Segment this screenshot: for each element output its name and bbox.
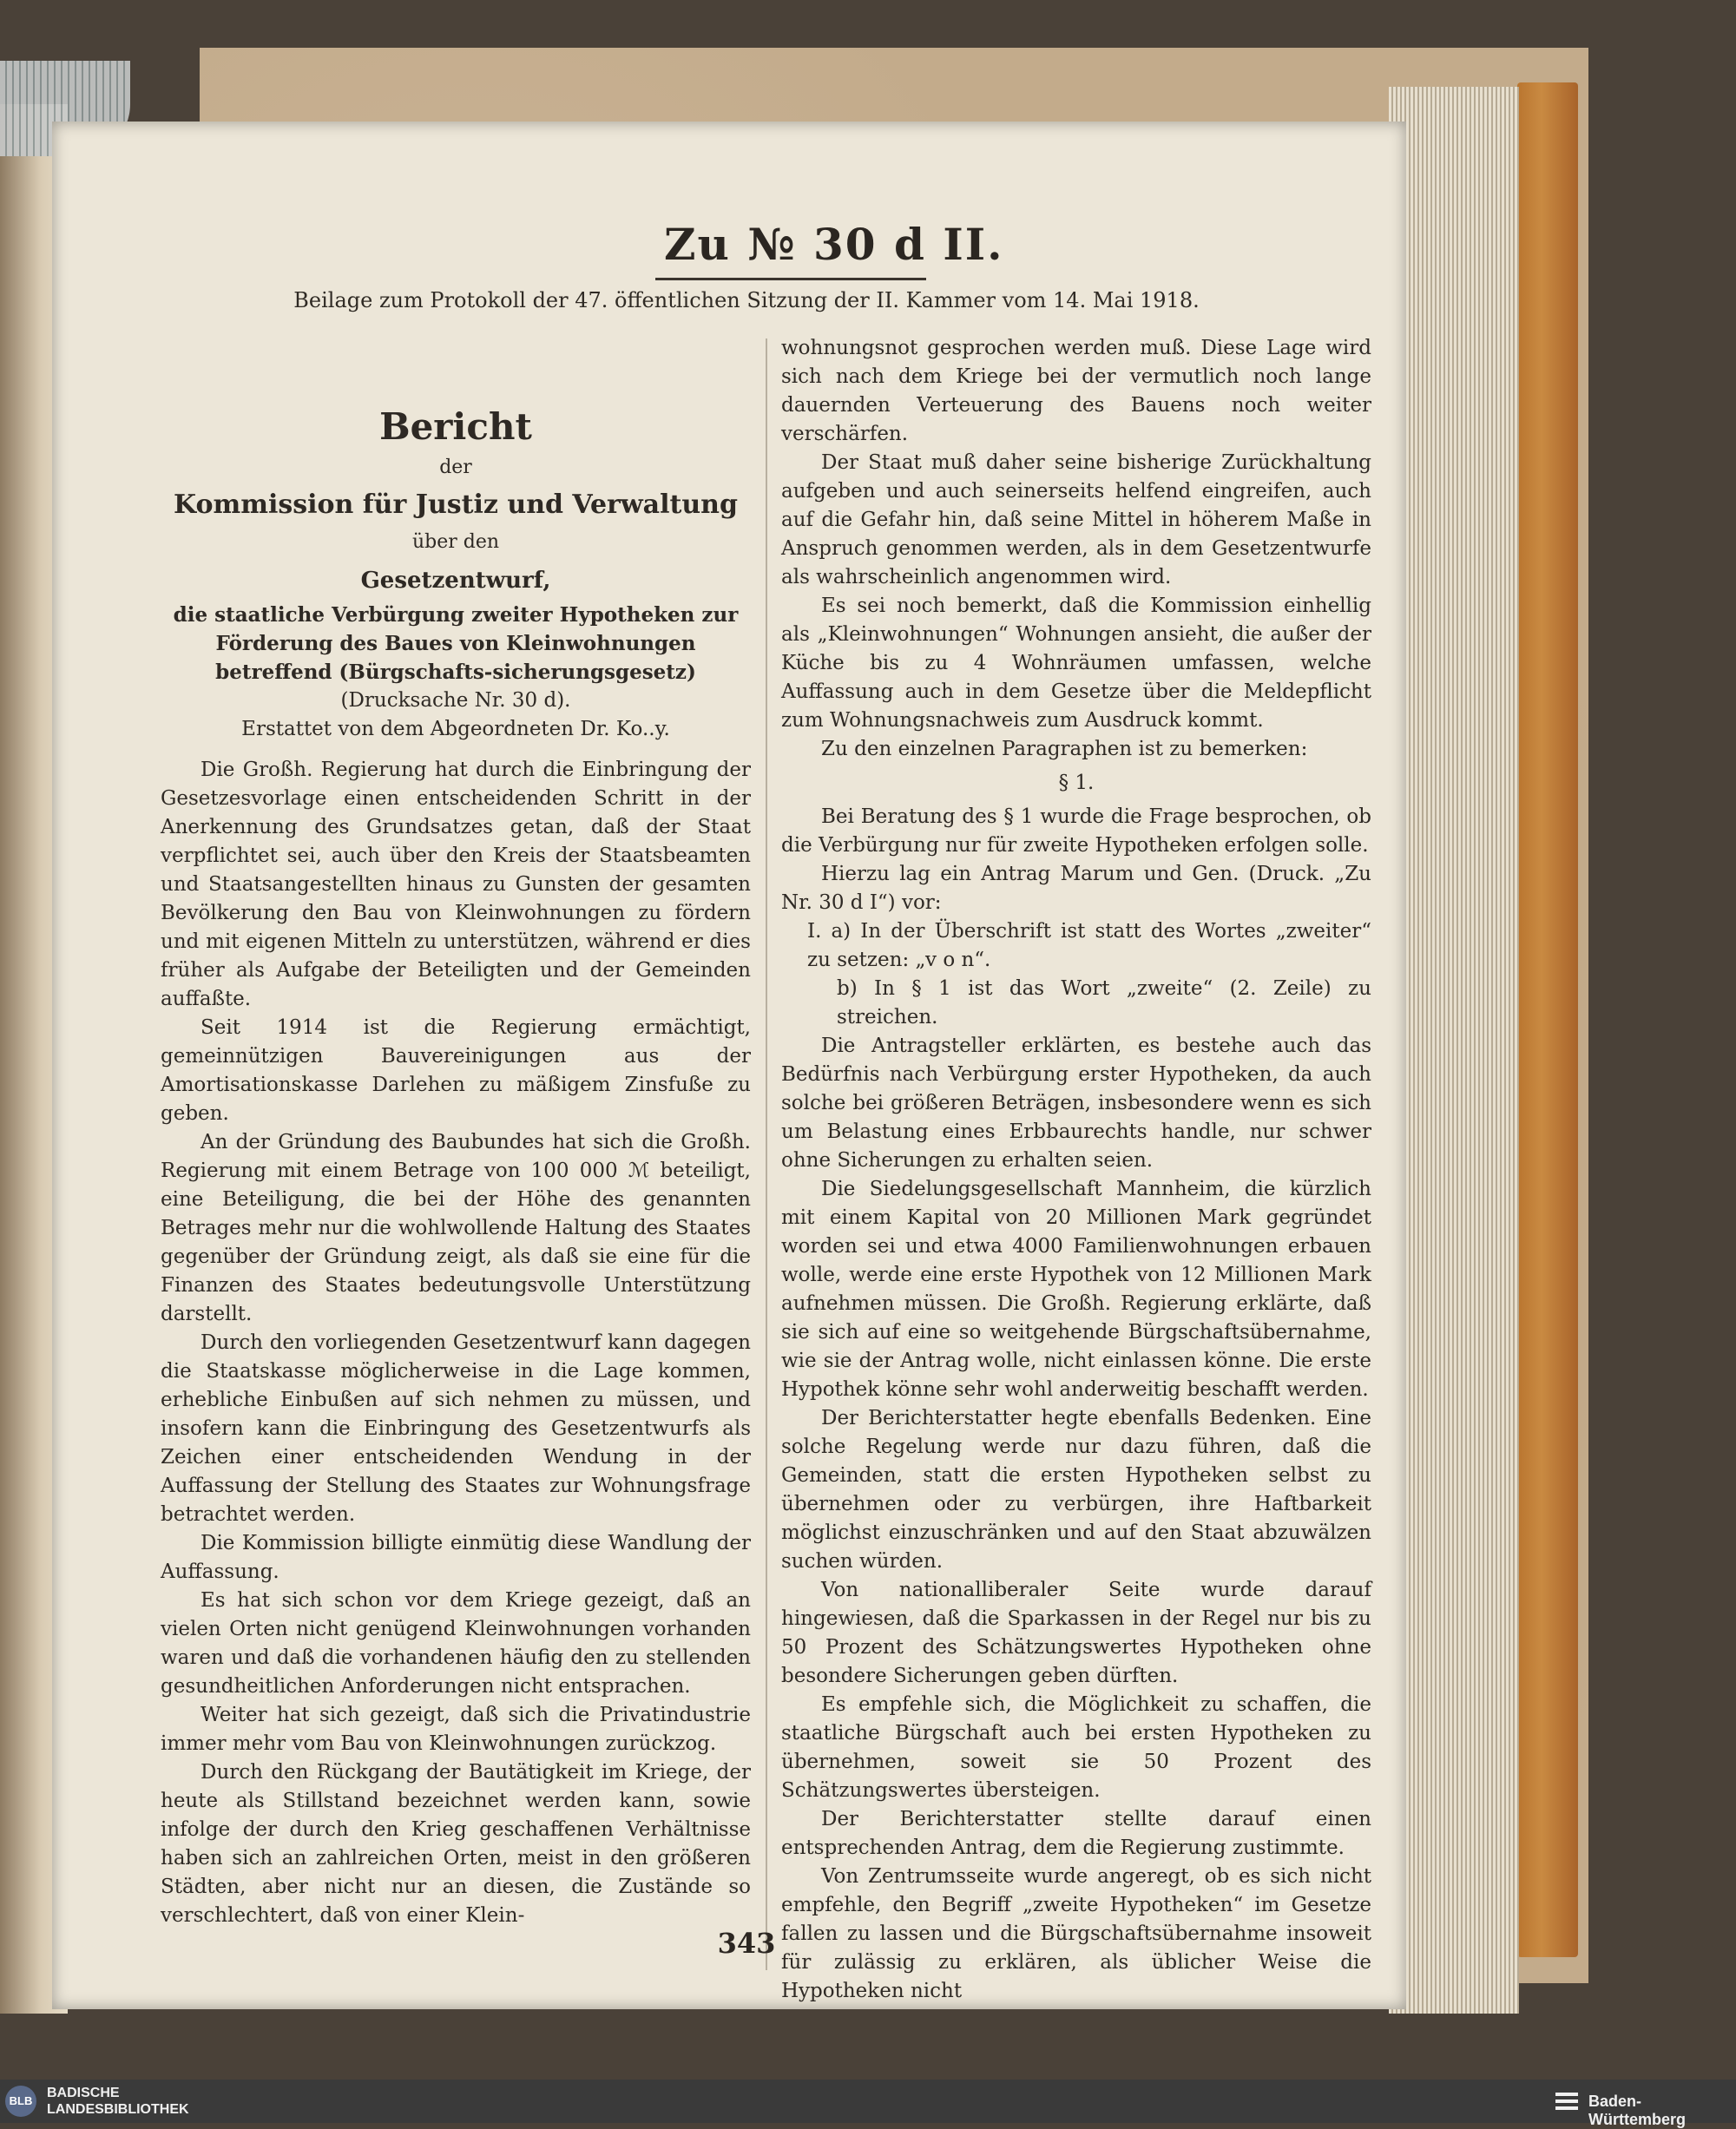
right-paragraph: Bei Beratung des § 1 wurde die Frage besprochen, ob die Verbürgung nur für zweite Hypotheken erfolgen solle.: [781, 805, 1371, 857]
motion-item-b: b) In § 1 ist das Wort „zweite“ (2. Zeile) zu streichen.: [837, 977, 1371, 1028]
left-paragraph: Die Kommission billigte einmütig diese Wandlung der Auffassung.: [161, 1532, 751, 1583]
left-paragraph: An der Gründung des Baubundes hat sich die Großh. Regierung mit einem Betrage von 100 000 ℳ beteiligt, eine Beteiligung, die bei der Höhe des genannten Betrages mehr nur die wohlwollende Haltung des Staates gegenüber der Gründung zeigt, als daß sie eine für die Finanzen des Staates bedeutungsvolle Unterstützung darstellt.: [161, 1131, 751, 1325]
right-paragraph: wohnungsnot gesprochen werden muß. Diese Lage wird sich nach dem Kriege bei der vermutlich noch lange dauernden Verteuerung des Bauens noch weiter verschärfen.: [781, 337, 1371, 445]
state-label[interactable]: Baden-Württemberg: [1588, 2093, 1686, 2128]
heading-ueber: über den: [411, 531, 500, 553]
blb-logo-icon[interactable]: BLB: [5, 2086, 36, 2117]
gesetz-heading: Gesetzentwurf,: [360, 568, 551, 594]
motion-item-a: I. a) In der Überschrift ist statt des Wortes „zweiter“ zu setzen: „v o n“.: [807, 920, 1371, 971]
right-paragraph: Von nationalliberaler Seite wurde darauf hingewiesen, daß die Sparkassen in der Regel nur bis zu 50 Prozent des Schätzungswertes Hypotheken ohne besondere Sicherungen geben dürften.: [781, 1579, 1371, 1687]
right-paragraph: Die Antragsteller erklärten, es bestehe auch das Bedürfnis nach Verbürgung erster Hypotheken, da auch solche bei größeren Beträgen, insbesondere wenn es sich um Belastung eines Erbbaurechts handle, nur schwer ohne Sicherungen zu erhalten seien.: [781, 1035, 1371, 1172]
document-title: Zu № 30 d II.: [664, 219, 1004, 270]
right-paragraph: Hierzu lag ein Antrag Marum und Gen. (Druck. „Zu Nr. 30 d I“) vor:: [781, 863, 1371, 914]
title-underline: [655, 278, 926, 280]
page-number: 343: [717, 1927, 776, 1960]
drucksache: (Drucksache Nr. 30 d).: [340, 689, 571, 712]
right-paragraph: Der Berichterstatter stellte darauf einen entsprechenden Antrag, dem die Regierung zustimmte.: [781, 1808, 1371, 1859]
library-name-line1: BADISCHE: [47, 2086, 120, 2100]
page-edges: [1389, 87, 1519, 2014]
right-column: [781, 334, 1371, 2006]
left-paragraph: Es hat sich schon vor dem Kriege gezeigt, daß an vielen Orten nicht genügend Kleinwohnungen vorhanden waren und daß die vorhandenen häufig den zu stellenden gesundheitlichen Anforderungen nicht entsprachen.: [161, 1589, 751, 1698]
document-subtitle: Beilage zum Protokoll der 47. öffentlichen Sitzung der II. Kammer vom 14. Mai 1918.: [293, 288, 1200, 312]
commission-name: Kommission für Justiz und Verwaltung: [174, 490, 738, 520]
library-name-line2: LANDESBIBLIOTHEK: [47, 2102, 189, 2117]
gesetz-description: die staatliche Verbürgung zweiter Hypotheken zur Förderung des Baues von Kleinwohnungen betreffend (Bürgschafts-sicherungsgesetz): [173, 603, 739, 684]
left-paragraph: Die Großh. Regierung hat durch die Einbringung der Gesetzesvorlage einen entscheidenden Schritt in der Anerkennung des Grundsatzes getan, daß der Staat verpflichtet sei, auch über den Kreis der Staatsbeamten und Staatsangestellten hinaus zu Gunsten der gesamten Bevölkerung den Bau von Kleinwohnungen zu fördern und mit eigenen Mitteln zu unterstützen, während er dies früher als Aufgabe der Beteiligten und der Gemeinden auffaßte.: [161, 759, 751, 1010]
right-paragraph: Es empfehle sich, die Möglichkeit zu schaffen, die staatliche Bürgschaft auch bei ersten Hypotheken zu übernehmen, soweit sie 50 Prozent des Schätzungswertes übersteigen.: [781, 1693, 1371, 1802]
erstattet-line: Erstattet von dem Abgeordneten Dr. Ko..y.: [241, 718, 670, 740]
baden-wuerttemberg-crest-icon[interactable]: [1554, 2089, 1580, 2113]
right-paragraph: Von Zentrumsseite wurde angeregt, ob es sich nicht empfehle, den Begriff „zweite Hypotheken“ im Gesetze fallen zu lassen und die Bürgschaftsübernahme insoweit für zulässig zu erklären, als üblicher Weise die Hypotheken nicht: [781, 1865, 1371, 2002]
left-column: [161, 343, 751, 1930]
right-paragraph: Die Siedelungsgesellschaft Mannheim, die kürzlich mit einem Kapital von 20 Millionen Mark gegründet worden sei und etwa 4000 Familienwohnungen erbauen wolle, werde eine erste Hypothek von 12 Millionen Mark aufnehmen müssen. Die Großh. Regierung erklärte, daß sie sich auf eine so weitgehende Bürgschaftsübernahme, wie sie der Antrag wolle, nicht einlassen könne. Die erste Hypothek könne sehr wohl anderweitig beschafft werden.: [781, 1178, 1371, 1401]
viewer-footer: [0, 2080, 1736, 2128]
left-paragraph: Durch den vorliegenden Gesetzentwurf kann dagegen die Staatskasse möglicherweise in die Lage kommen, erhebliche Einbußen auf sich nehmen zu müssen, und insofern kann die Einbringung des Gesetzentwurfs als Zeichen einer entscheidenden Wendung in der Auffassung der Stellung des Staates zur Wohnungsfrage betrachtet werden.: [161, 1331, 751, 1526]
left-paragraph: Durch den Rückgang der Bautätigkeit im Kriege, der heute als Stillstand bezeichnet werden kann, sowie infolge der durch den Krieg geschaffenen Verhältnisse haben sich an zahlreichen Orten, meist in den größeren Städten, aber nicht nur an diesen, die Zustände so verschlechtert, daß von einer Klein-: [161, 1761, 751, 1927]
left-paragraph: Weiter hat sich gezeigt, daß sich die Privatindustrie immer mehr vom Bau von Kleinwohnungen zurückzog.: [161, 1704, 751, 1755]
right-paragraph: Zu den einzelnen Paragraphen ist zu bemerken:: [821, 738, 1308, 760]
right-paragraph: Der Staat muß daher seine bisherige Zurückhaltung aufgeben und auch seinerseits helfend eingreifen, auch auf die Gefahr hin, daß seine Mittel in höherem Maße in Anspruch genommen werden, als in dem Gesetzentwurfe als wahrscheinlich angenommen wird.: [781, 451, 1371, 588]
library-name[interactable]: [47, 2085, 189, 2118]
page-content: [135, 122, 1371, 2009]
heading-der: der: [439, 457, 472, 478]
section-heading: § 1.: [1058, 772, 1095, 794]
document-page: [52, 122, 1406, 2009]
right-paragraph: Es sei noch bemerkt, daß die Kommission einhellig als „Kleinwohnungen“ Wohnungen ansieht, die außer der Küche bis zu 4 Wohnräumen umfassen, welche Auffassung auch in dem Gesetze über die Meldepflicht zum Wohnungsnachweis zum Ausdruck kommt.: [781, 595, 1371, 732]
column-divider: [766, 338, 767, 1970]
book-spine: [1517, 82, 1578, 1957]
right-paragraph: Der Berichterstatter hegte ebenfalls Bedenken. Eine solche Regelung werde nur dazu führen, daß die Gemeinden, statt die ersten Hypotheken selbst zu übernehmen oder zu verbürgen, ihre Haftbarkeit möglichst einzuschränken und auf den Staat abzuwälzen suchen würden.: [781, 1407, 1371, 1573]
report-heading: Bericht: [379, 405, 532, 448]
left-paragraph: Seit 1914 ist die Regierung ermächtigt, gemeinnützigen Bauvereinigungen aus der Amortisationskasse Darlehen zu mäßigem Zinsfuße zu geben.: [161, 1016, 751, 1125]
